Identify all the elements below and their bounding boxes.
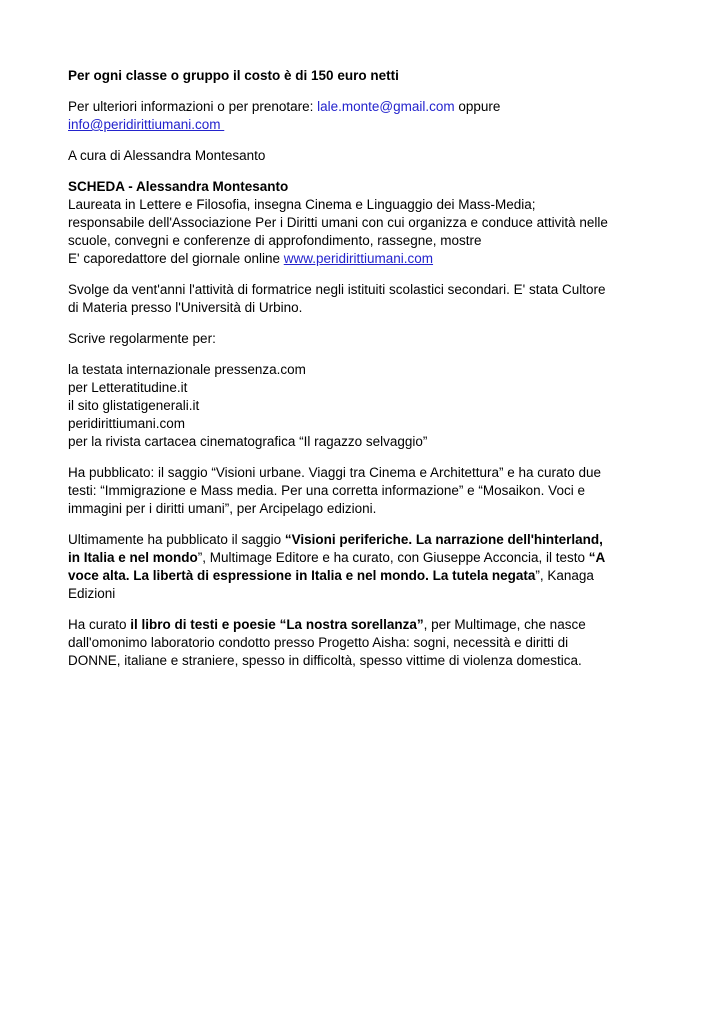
pricing-text: Per ogni classe o gruppo il costo è di 150 euro netti [68,68,399,83]
paragraph-pricing [68,67,668,85]
curator-text: A cura di Alessandra Montesanto [68,148,266,163]
gmail-email-link[interactable]: lale.monte@gmail.com [317,99,455,114]
text-run: ”, Multimage Editore e ha curato, con Giuseppe Acconcia, il testo [197,550,589,565]
text-line [68,98,668,116]
text-run: Svolge da vent'anni l'attività di formatrice negli istituiti scolastici secondari. E' stata Cultore [68,282,606,297]
text-line [68,482,668,500]
list-item [68,361,668,379]
text-line [68,531,668,549]
text-line [68,178,668,196]
paragraph-contact [68,98,668,134]
paragraph-writes-list [68,361,668,451]
text-line [68,616,668,634]
text-run: DONNE, italiane e straniere, spesso in difficoltà, spesso vittime di violenza domestica. [68,653,582,668]
info-email-link[interactable]: info@peridirittiumani.com [68,117,225,132]
text-line [68,299,668,317]
text-line [68,500,668,518]
text-run: Ha curato [68,617,131,632]
text-run: Scrive regolarmente per: [68,331,216,346]
book-title-run: voce alta. La libertà di espressione in Italia e nel mondo. La tutela negata [68,568,536,583]
text-line [68,147,668,165]
book-title-run: “A [588,550,606,565]
text-run: testi: “Immigrazione e Mass media. Per una corretta informazione” e “Mosaikon. Voci e [68,483,585,498]
text-run: ”, Kanaga [535,568,594,583]
paragraph-experience [68,281,668,317]
text-line [68,250,668,268]
list-item [68,397,668,415]
text-run: Ultimamente ha pubblicato il saggio [68,532,285,547]
paragraph-curator [68,147,668,165]
text-run: immagini per i diritti umani”, per Arcipelago edizioni. [68,501,377,516]
text-run: Per ulteriori informazioni o per prenotare: [68,99,318,114]
text-line [68,232,668,250]
text-run: Edizioni [68,586,116,601]
text-run: scuole, convegni e conferenze di approfondimento, rassegne, mostre [68,233,482,248]
website-link[interactable]: www.peridirittiumani.com [283,251,434,266]
text-line [68,652,668,670]
text-run: Ha pubblicato: il saggio “Visioni urbane. Viaggi tra Cinema e Architettura” e ha curato due [68,465,602,480]
list-item [68,379,668,397]
text-line [68,464,668,482]
paragraph-publications [68,464,668,518]
text-line [68,585,668,603]
text-line [68,634,668,652]
book-title-run: “Visioni periferiche. La narrazione dell'hinterland, [284,532,603,547]
text-run: il sito glistatigenerali.it [68,398,200,413]
paragraph-recent-publications [68,531,668,603]
text-line [68,281,668,299]
paragraph-sorellanza [68,616,668,670]
text-run: peridirittiumani.com [68,416,186,431]
text-run: responsabile dell'Associazione Per i Diritti umani con cui organizza e conduce attività nelle [68,215,608,230]
text-line [68,196,668,214]
paragraph-writes-intro [68,330,668,348]
text-run: di Materia presso l'Università di Urbino. [68,300,303,315]
book-title-run: il libro di testi e poesie “La nostra sorellanza” [130,617,424,632]
text-run: oppure [454,99,501,114]
text-run: per Letteratitudine.it [68,380,188,395]
text-run: dall'omonimo laboratorio condotto presso Progetto Aisha: sogni, necessità e diritti di [68,635,569,650]
list-item [68,433,668,451]
text-line [68,330,668,348]
text-run: , per Multimage, che nasce [423,617,586,632]
text-line [68,549,668,567]
paragraph-scheda [68,178,668,268]
text-line [68,567,668,585]
list-item [68,415,668,433]
text-line [68,214,668,232]
text-run: Laureata in Lettere e Filosofia, insegna Cinema e Linguaggio dei Mass-Media; [68,197,536,212]
text-run: per la rivista cartacea cinematografica “Il ragazzo selvaggio” [68,434,428,449]
scheda-heading: SCHEDA - Alessandra Montesanto [68,179,289,194]
text-line [68,116,668,134]
book-title-run: in Italia e nel mondo [68,550,198,565]
text-run: E' caporedattore del giornale online [68,251,284,266]
text-line [68,67,668,85]
text-run: la testata internazionale pressenza.com [68,362,306,377]
